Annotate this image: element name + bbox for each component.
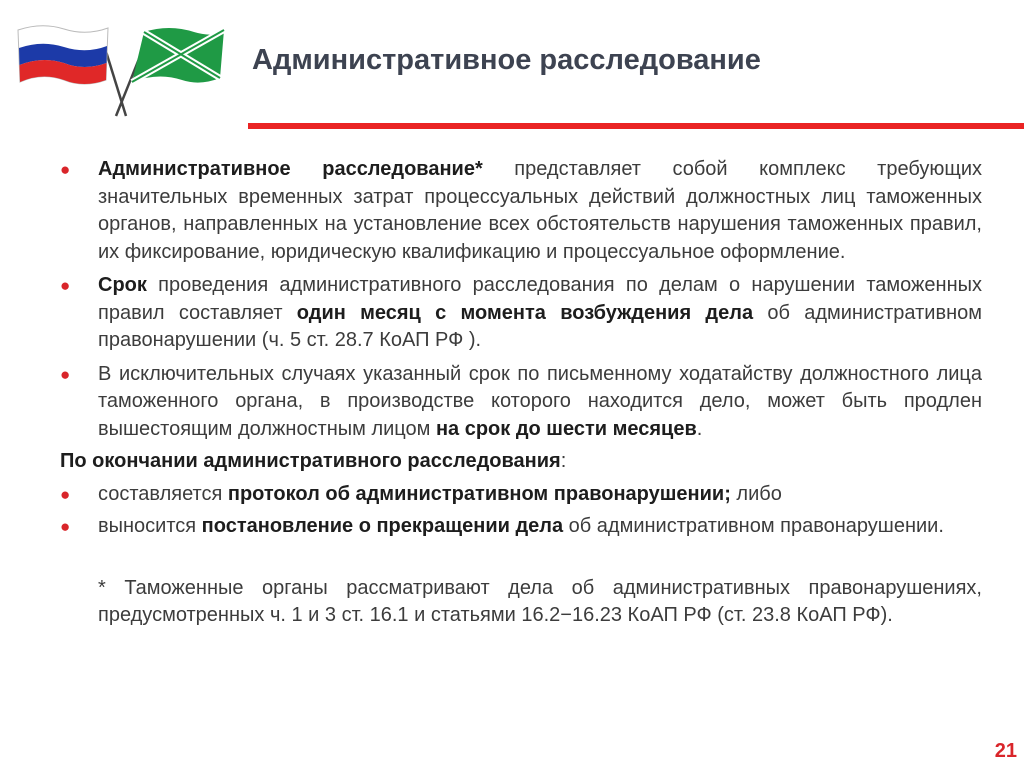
resolution-end: об административном правонарушении. — [563, 515, 944, 537]
bullet-icon: ● — [60, 364, 71, 384]
flags-emblem — [14, 20, 229, 120]
page-number: 21 — [994, 740, 1017, 762]
bullet-resolution — [60, 513, 982, 541]
after-investigation-heading — [60, 448, 982, 476]
definition-text: представляет собой комплекс требующих значительных временных затрат процессуальных действий должностных лиц таможенных органов, направленных на установление всех обстоятельств нарушения таможенных правил, их фиксирование, юридическую квалификацию и процессуальное оформление. — [98, 158, 982, 263]
bullet-extension — [60, 361, 982, 444]
term-text-end: об административном правонарушении (ч. 5 ст. 28.7 КоАП РФ ). — [98, 301, 982, 351]
term-bold: Срок — [98, 274, 147, 296]
heading-bold: По окончании административного расследования — [60, 450, 561, 472]
bullet-term — [60, 272, 982, 355]
bullet-icon: ● — [60, 517, 71, 536]
protocol-emphasis: протокол об административном правонарушении; — [227, 482, 731, 505]
footnote: * Таможенные органы рассматривают дела об административных правонарушениях, предусмотренных ч. 1 и 3 ст. 16.1 и статьями 16.2−16.23 КоАП РФ (ст. 23.8 КоАП РФ). — [98, 576, 982, 626]
russian-flag-icon — [18, 26, 126, 116]
term-emphasis: один месяц с момента возбуждения дела — [296, 301, 754, 324]
bullet-icon: ● — [60, 484, 71, 504]
resolution-text: выносится — [98, 515, 202, 537]
bullet-icon: ● — [60, 160, 71, 179]
extension-text: В исключительных случаях указанный срок по письменному ходатайству должностного лица таможенного органа, в производстве которого находится дело, может быть продлен вышестоящим должностным лицом — [98, 362, 982, 440]
bullet-icon: ● — [60, 276, 71, 295]
protocol-text: составляется — [98, 482, 228, 505]
bullet-definition — [60, 156, 982, 266]
slide-body — [60, 156, 982, 630]
title-underline — [248, 123, 1024, 129]
term-bold: Административное расследование* — [98, 158, 483, 180]
page-title: Административное расследование — [252, 44, 761, 76]
bullet-protocol — [60, 481, 982, 509]
extension-end: . — [696, 417, 703, 440]
resolution-emphasis: постановление о прекращении дела — [201, 515, 564, 537]
extension-emphasis: на срок до шести месяцев — [435, 417, 697, 440]
heading-colon: : — [560, 450, 567, 472]
customs-flag-icon — [116, 28, 224, 116]
term-text: проведения административного расследования по делам о нарушении таможенных правил составляет — [98, 274, 982, 324]
protocol-end: либо — [730, 482, 782, 505]
